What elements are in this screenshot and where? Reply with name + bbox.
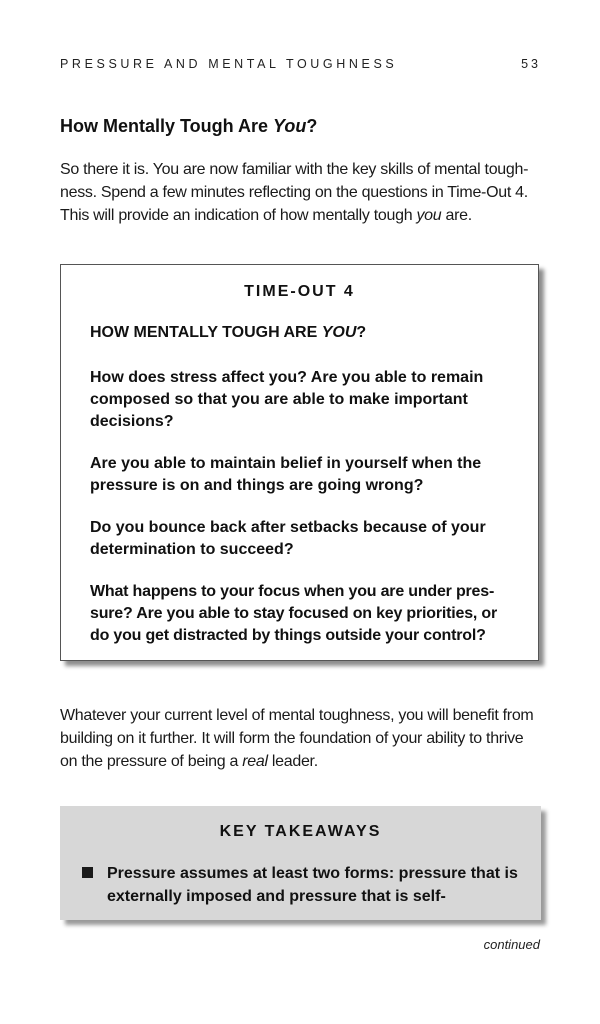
takeaway-text: Pressure assumes at least two forms: pressure that is externally imposed and pressure that is self- <box>107 865 518 905</box>
intro-paragraph <box>60 158 544 227</box>
square-bullet-icon <box>82 867 93 878</box>
closing-text: Whatever your current level of mental toughness, you will benefit from building on it further. It will form the foundation of your ability to thrive on the pressure of being a <box>60 707 534 770</box>
timeout-question: How does stress affect you? Are you able to remain composed so that you are able to make important decisions? <box>90 369 484 430</box>
timeout-box <box>60 264 539 661</box>
timeout-heading-emphasis: YOU <box>321 324 357 341</box>
intro-text: So there it is. You are now familiar with the key skills of mental tough-ness. Spend a few minutes reflecting on the questions in Time-Out 4. This will provide an indication of how mentally tough <box>60 161 529 224</box>
page-number: 53 <box>521 57 541 71</box>
key-takeaways-title: KEY TAKEAWAYS <box>219 823 382 840</box>
timeout-heading-end: ? <box>356 324 367 341</box>
key-takeaways-box <box>60 806 541 920</box>
running-head <box>60 57 541 71</box>
continued-label: continued <box>483 937 540 952</box>
intro-text-end: are. <box>441 207 472 224</box>
closing-emphasis: real <box>242 753 268 770</box>
timeout-question: Do you bounce back after setbacks because of your determination to succeed? <box>90 519 486 558</box>
timeout-title: TIME-OUT 4 <box>244 283 355 300</box>
timeout-heading-text: HOW MENTALLY TOUGH ARE <box>90 324 322 341</box>
closing-text-end: leader. <box>267 753 318 770</box>
intro-emphasis: you <box>416 207 442 224</box>
section-title-text: How Mentally Tough Are <box>60 116 274 136</box>
section-title-end: ? <box>306 116 318 136</box>
running-head-title: PRESSURE AND MENTAL TOUGHNESS <box>60 57 398 71</box>
section-title <box>60 116 317 137</box>
timeout-question: Are you able to maintain belief in yourself when the pressure is on and things are going wrong? <box>90 455 482 494</box>
takeaway-item <box>82 862 522 908</box>
timeout-question: What happens to your focus when you are under pres-sure? Are you able to stay focused on key priorities, or do you get distracted by things outside your control? <box>90 583 497 644</box>
closing-paragraph <box>60 704 544 773</box>
timeout-heading <box>90 324 366 342</box>
section-title-emphasis: You <box>273 116 307 136</box>
